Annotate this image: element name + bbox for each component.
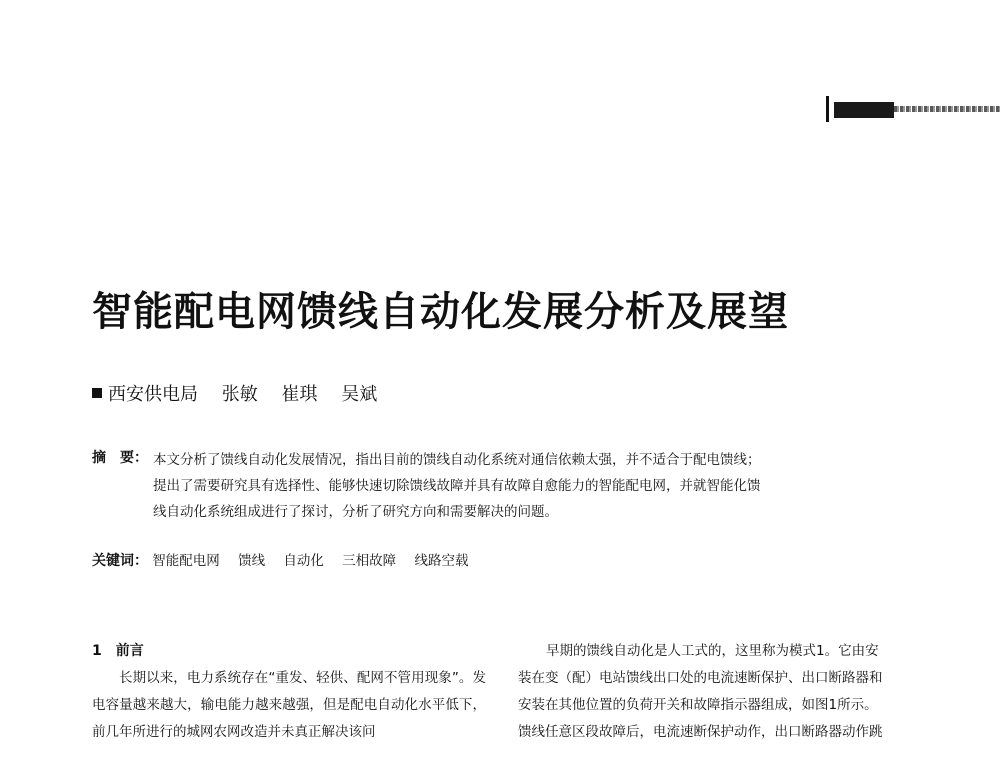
tag-rule	[894, 106, 1000, 112]
tag-block	[834, 102, 894, 118]
byline	[92, 380, 377, 406]
organization: 西安供电局	[108, 384, 198, 405]
author-2: 崔琪	[281, 384, 318, 405]
journal-section-tag	[826, 96, 1000, 122]
bullet-square-icon	[92, 388, 102, 398]
abstract-label: 摘 要：	[92, 450, 148, 466]
tag-bar	[826, 96, 829, 122]
keywords	[92, 549, 482, 570]
keyword: 馈线	[238, 553, 266, 569]
left-column	[92, 638, 486, 746]
abstract	[92, 447, 772, 525]
body-paragraph: 长期以来，电力系统存在“重发、轻供、配网不管用现象”。发电容量越来越大，输电能力越来越强，但是配电自动化水平低下，前几年所进行的城网农网改造并未真正解决该问	[92, 670, 486, 740]
author-3: 吴斌	[341, 384, 378, 405]
body-line: 馈线任意区段故障后，电流速断保护动作，出口断路器动作跳	[518, 724, 883, 740]
keywords-label: 关键词：	[92, 553, 148, 569]
body-line: 安装在其他位置的负荷开关和故障指示器组成，如图1所示。	[518, 697, 878, 713]
keyword: 三相故障	[342, 553, 397, 569]
author-1: 张敏	[221, 384, 258, 405]
body-line: 装在变（配）电站馈线出口处的电流速断保护、出口断路器和	[518, 670, 883, 686]
keyword: 自动化	[283, 553, 324, 569]
keyword: 智能配电网	[152, 553, 220, 569]
abstract-text: 本文分析了馈线自动化发展情况，指出目前的馈线自动化系统对通信依赖太强，并不适合于配电馈线；提出了需要研究具有选择性、能够快速切除馈线故障并具有故障自愈能力的智能配电网，并就智能化馈线自动化系统组成进行了探讨，分析了研究方向和需要解决的问题。	[153, 452, 761, 520]
keyword: 线路空载	[414, 553, 469, 569]
body-line: 早期的馈线自动化是人工式的，这里称为模式1。它由安	[546, 643, 879, 659]
right-column	[518, 638, 912, 746]
article-title: 智能配电网馈线自动化发展分析及展望	[92, 288, 789, 335]
section-heading: 1 前言	[92, 643, 144, 659]
